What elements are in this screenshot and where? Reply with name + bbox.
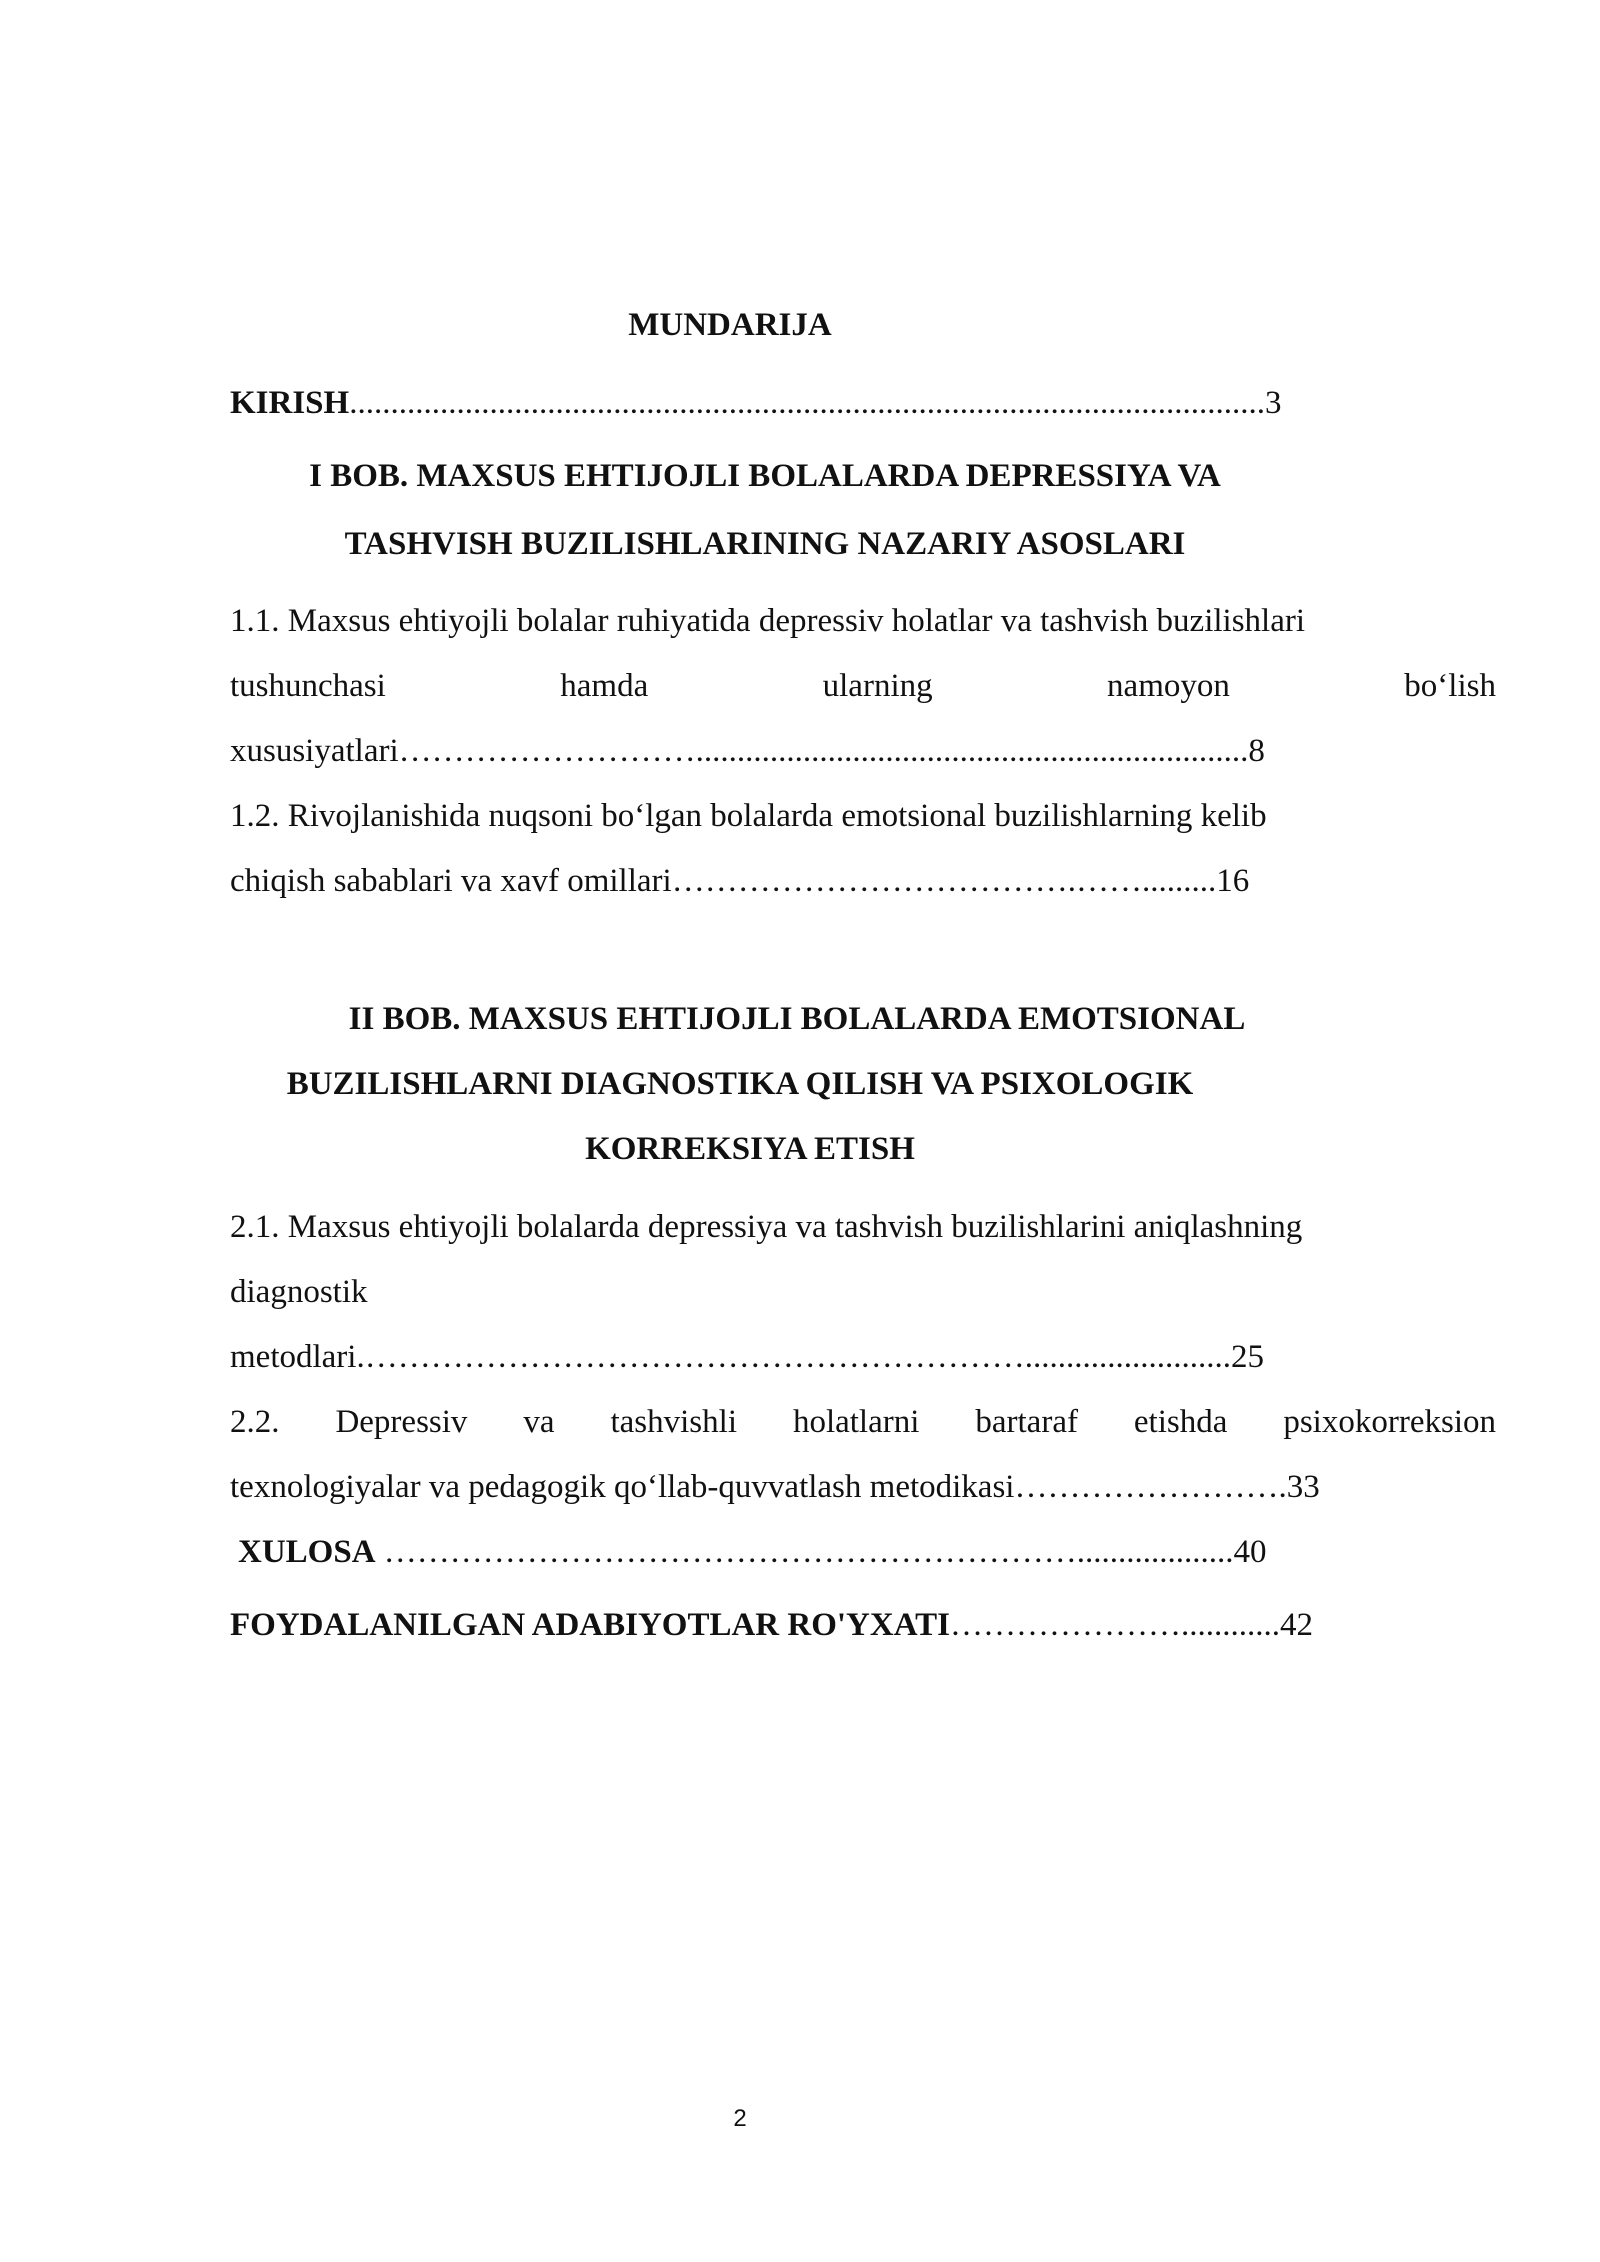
toc-word: va [523, 1404, 555, 1440]
chapter1-heading-line2: TASHVISH BUZILISHLARINING NAZARIY ASOSLARI [344, 526, 1186, 562]
toc-leader: …………………............42 [949, 1607, 1313, 1643]
toc-title: MUNDARIJA [628, 307, 832, 343]
toc-entry-2-1-line3: metodlari.…………………………………………………….........................25 [230, 1339, 1264, 1375]
toc-entry-2-2-line1 [230, 1402, 1496, 1442]
toc-entry-xulosa [238, 1532, 1267, 1572]
toc-entry-2-1-line2: diagnostik [230, 1274, 368, 1310]
toc-word: 2.2. [230, 1404, 280, 1440]
toc-entry-label: KIRISH [230, 385, 350, 421]
toc-word: etishda [1133, 1404, 1228, 1440]
chapter1-heading-line1: I BOB. MAXSUS EHTIJOJLI BOLALARDA DEPRESSIYA VA [309, 458, 1221, 494]
toc-word: bo‘lish [1404, 668, 1496, 704]
toc-word: namoyon [1107, 668, 1230, 704]
toc-entry-1-1-line2 [230, 666, 1496, 706]
toc-entry-2-1-line1: 2.1. Maxsus ehtiyojli bolalarda depressiya va tashvish buzilishlarini aniqlashning [230, 1209, 1303, 1245]
toc-page-number: 3 [1264, 385, 1282, 421]
toc-leader: ………………………………………………………...................40 [375, 1534, 1267, 1570]
toc-entry-adabiyotlar [230, 1605, 1313, 1645]
toc-entry-label: XULOSA [238, 1534, 376, 1570]
toc-word: hamda [560, 668, 649, 704]
toc-entry-1-1-line1: 1.1. Maxsus ehtiyojli bolalar ruhiyatida depressiv holatlar va tashvish buzilishlari [230, 603, 1306, 639]
toc-word: tashvishli [610, 1404, 737, 1440]
chapter2-heading-line1: II BOB. MAXSUS EHTIJOJLI BOLALARDA EMOTSIONAL [348, 1001, 1246, 1037]
toc-entry-1-2-line1: 1.2. Rivojlanishida nuqsoni bo‘lgan bolalarda emotsional buzilishlarning kelib [230, 798, 1267, 834]
toc-entry-2-2-line2: texnologiyalar va pedagogik qo‘llab-quvvatlash metodikasi…………………….33 [230, 1469, 1320, 1505]
toc-leader: ............................................................................................................... [349, 385, 1265, 421]
toc-word: psixokorreksion [1283, 1404, 1496, 1440]
page-number: 2 [733, 2105, 747, 2132]
toc-entry-label: FOYDALANILGAN ADABIYOTLAR RO'YXATI [230, 1607, 950, 1643]
toc-word: ularning [822, 668, 933, 704]
chapter2-heading-line3: KORREKSIYA ETISH [585, 1131, 915, 1167]
toc-entry-1-1-line3: xususiyatlari………………………...................................................................8 [230, 733, 1265, 769]
toc-word: bartaraf [975, 1404, 1078, 1440]
toc-entry-kirish [230, 383, 1281, 423]
chapter2-heading-line2: BUZILISHLARNI DIAGNOSTIKA QILISH VA PSIXOLOGIK [286, 1066, 1194, 1102]
toc-entry-1-2-line2: chiqish sabablari va xavf omillari……………………………….…….........16 [230, 863, 1250, 899]
toc-word: Depressiv [335, 1404, 468, 1440]
toc-word: holatlarni [792, 1404, 920, 1440]
toc-word: tushunchasi [230, 668, 386, 704]
